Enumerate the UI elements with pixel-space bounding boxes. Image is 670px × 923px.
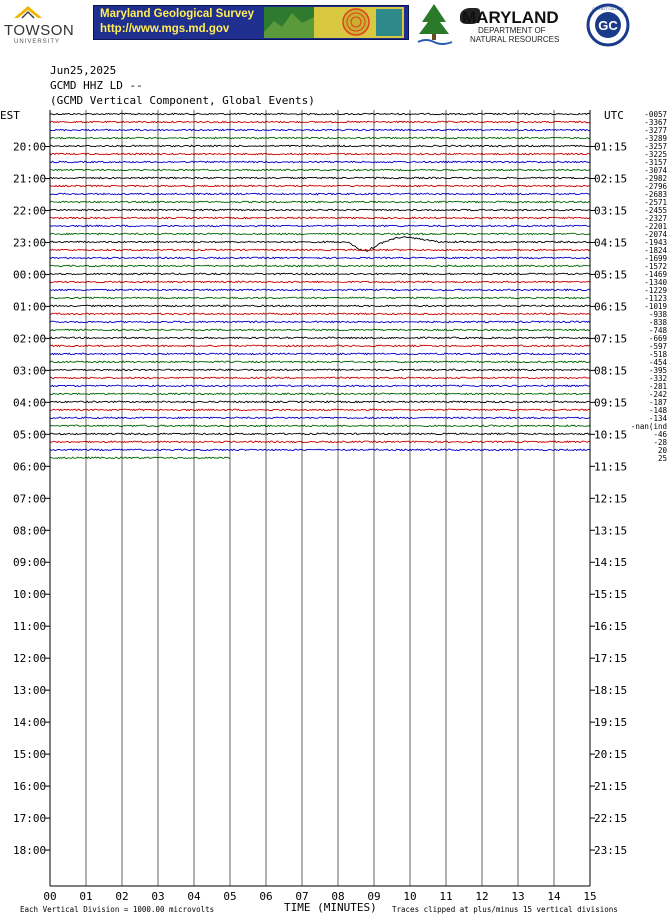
- seismic-trace: [50, 425, 590, 427]
- plot-station: GCMD HHZ LD --: [50, 79, 143, 92]
- gc-ring-text: GARRETT COLLEGE: [592, 7, 624, 11]
- left-hour-label: 04:00: [13, 396, 47, 410]
- left-hour-label: 00:00: [13, 268, 47, 282]
- seismic-trace: [50, 409, 590, 411]
- mgs-url: http://www.mgs.md.gov: [100, 23, 230, 35]
- right-hour-label: 21:15: [594, 780, 628, 794]
- seismic-trace: [50, 225, 590, 227]
- gc-monogram: GC: [598, 18, 618, 33]
- left-hour-label: 08:00: [13, 524, 47, 538]
- right-hour-label: 09:15: [594, 396, 628, 410]
- trace-offset-label: -1469: [644, 269, 667, 279]
- left-hour-label: 07:00: [13, 492, 47, 506]
- x-tick-label: 07: [295, 890, 309, 903]
- right-hour-label: 14:15: [594, 556, 628, 570]
- trace-offset-label: -3074: [644, 165, 667, 175]
- dnr-line2: NATURAL RESOURCES: [470, 35, 560, 44]
- trace-offset-label: -518: [648, 349, 667, 359]
- plot-component: (GCMD Vertical Component, Global Events): [50, 94, 315, 107]
- seismic-trace: [50, 177, 590, 179]
- right-hour-label: 03:15: [594, 204, 628, 218]
- left-hour-label: 10:00: [13, 588, 47, 602]
- trace-offset-label: -148: [648, 405, 667, 415]
- seismic-trace: [50, 433, 590, 435]
- seismic-trace: [50, 193, 590, 195]
- trace-offset-label: -1824: [644, 245, 667, 255]
- left-hour-label: 02:00: [13, 332, 47, 346]
- left-hour-label: 05:00: [13, 428, 47, 442]
- right-hour-label: 11:15: [594, 460, 628, 474]
- right-hour-label: 01:15: [594, 140, 628, 154]
- trace-offset-label: -2982: [644, 173, 667, 183]
- trace-offset-label: -1943: [644, 237, 667, 247]
- seismic-trace: [50, 321, 590, 323]
- seismic-trace: [50, 297, 590, 299]
- right-hour-label: 19:15: [594, 716, 628, 730]
- left-hour-label: 15:00: [13, 748, 47, 762]
- footer-clip-note: Traces clipped at plus/minus 15 vertical divisions: [392, 905, 618, 914]
- seismic-trace: [50, 233, 590, 235]
- trace-offset-label: -0057: [644, 110, 667, 119]
- seismic-trace: [50, 361, 590, 363]
- seismic-trace: [50, 273, 590, 275]
- seismic-trace: [50, 401, 590, 403]
- trace-offset-label: -1572: [644, 261, 667, 271]
- seismic-trace: [50, 265, 590, 267]
- seismic-trace: [50, 313, 590, 315]
- trace-offset-label: -3289: [644, 133, 667, 143]
- seismic-trace: [50, 129, 590, 131]
- left-hour-label: 13:00: [13, 684, 47, 698]
- dnr-line1: DEPARTMENT OF: [478, 26, 546, 35]
- right-hour-label: 23:15: [594, 844, 628, 858]
- trace-offset-label: -3225: [644, 149, 667, 159]
- dnr-name: MARYLAND: [462, 8, 559, 27]
- right-hour-label: 22:15: [594, 812, 628, 826]
- trace-offset-label: -46: [653, 429, 667, 439]
- right-hour-label: 15:15: [594, 588, 628, 602]
- x-tick-label: 02: [115, 890, 129, 903]
- right-hour-label: 20:15: [594, 748, 628, 762]
- seismic-trace: [50, 345, 590, 347]
- seismic-trace: [50, 449, 590, 451]
- left-hour-label: 16:00: [13, 780, 47, 794]
- x-axis-title: TIME (MINUTES): [284, 901, 377, 914]
- left-hour-label: 21:00: [13, 172, 47, 186]
- left-hour-label: 12:00: [13, 652, 47, 666]
- left-hour-label: 01:00: [13, 300, 47, 314]
- seismic-trace: [50, 201, 590, 203]
- trace-offset-label: -2683: [644, 189, 667, 199]
- trace-offset-label: -395: [648, 365, 667, 375]
- towson-name: TOWSON: [4, 22, 75, 39]
- x-tick-label: 13: [511, 890, 525, 903]
- seismic-trace: [50, 185, 590, 187]
- trace-offset-label: -3277: [644, 125, 667, 135]
- x-tick-label: 08: [331, 890, 345, 903]
- right-hour-label: 18:15: [594, 684, 628, 698]
- x-tick-label: 04: [187, 890, 201, 903]
- seismic-trace: [50, 353, 590, 355]
- x-tick-label: 03: [151, 890, 165, 903]
- trace-offset-label: -597: [648, 341, 667, 351]
- x-tick-label: 09: [367, 890, 381, 903]
- right-hour-label: 10:15: [594, 428, 628, 442]
- trace-offset-label: -187: [648, 397, 667, 407]
- trace-offset-label: -454: [648, 357, 667, 367]
- seismic-trace: [50, 417, 590, 419]
- right-hour-label: 16:15: [594, 620, 628, 634]
- x-tick-label: 11: [439, 890, 453, 903]
- trace-offset-label: -2571: [644, 197, 667, 207]
- seismic-trace: [50, 289, 590, 291]
- right-hour-label: 08:15: [594, 364, 628, 378]
- trace-offset-label: -1019: [644, 301, 667, 311]
- x-tick-label: 06: [259, 890, 273, 903]
- trace-offset-label: 20: [657, 445, 667, 455]
- x-tick-label: 10: [403, 890, 417, 903]
- seismic-trace: [50, 137, 590, 139]
- seismic-trace: [50, 249, 590, 251]
- seismic-trace: [50, 153, 590, 155]
- right-hour-label: 13:15: [594, 524, 628, 538]
- trace-offset-label: -3157: [644, 157, 667, 167]
- seismic-trace: [50, 217, 590, 219]
- right-hour-label: 04:15: [594, 236, 628, 250]
- trace-offset-label: -2455: [644, 205, 667, 215]
- seismic-trace: [50, 329, 590, 331]
- mgs-title: Maryland Geological Survey: [100, 8, 255, 20]
- seismic-trace: [50, 305, 590, 307]
- seismic-trace: [50, 385, 590, 387]
- trace-offset-label: -2074: [644, 229, 667, 239]
- trace-offset-label: -1123: [644, 293, 667, 303]
- seismic-trace: [50, 169, 590, 171]
- x-tick-label: 15: [583, 890, 597, 903]
- x-tick-label: 05: [223, 890, 237, 903]
- trace-offset-label: -938: [648, 309, 667, 319]
- seismic-trace: [50, 209, 590, 211]
- right-hour-label: 17:15: [594, 652, 628, 666]
- trace-offset-label: -nan(ind: [630, 421, 667, 431]
- left-hour-label: 23:00: [13, 236, 47, 250]
- left-hour-label: 11:00: [13, 620, 47, 634]
- right-hour-label: 05:15: [594, 268, 628, 282]
- trace-offset-label: -2796: [644, 181, 667, 191]
- right-hour-label: 06:15: [594, 300, 628, 314]
- seismic-trace: [50, 369, 590, 371]
- left-hour-label: 14:00: [13, 716, 47, 730]
- seismic-trace: [50, 113, 590, 115]
- seismic-trace: [50, 377, 590, 379]
- right-hour-label: 02:15: [594, 172, 628, 186]
- seismic-trace: [50, 457, 230, 459]
- left-axis-label: EST: [0, 109, 20, 122]
- right-axis-label: UTC: [604, 109, 624, 122]
- plot-date: Jun25,2025: [50, 64, 117, 77]
- trace-offset-label: -748: [648, 325, 667, 335]
- trace-offset-label: -332: [648, 373, 667, 383]
- x-tick-label: 12: [475, 890, 489, 903]
- x-tick-label: 00: [43, 890, 57, 903]
- seismic-trace: [50, 393, 590, 395]
- trace-offset-label: -1340: [644, 277, 667, 287]
- left-hour-label: 03:00: [13, 364, 47, 378]
- seismic-trace: [50, 257, 590, 259]
- right-hour-label: 07:15: [594, 332, 628, 346]
- trace-offset-label: -281: [648, 381, 667, 391]
- trace-offset-label: -2327: [644, 213, 667, 223]
- trace-offset-label: -838: [648, 317, 667, 327]
- trace-offset-label: -3257: [644, 141, 667, 151]
- trace-offset-label: 25: [657, 453, 667, 463]
- left-hour-label: 09:00: [13, 556, 47, 570]
- left-hour-label: 20:00: [13, 140, 47, 154]
- trace-offset-label: -2201: [644, 221, 667, 231]
- seismic-trace: [50, 281, 590, 283]
- trace-offset-label: -1699: [644, 253, 667, 263]
- right-hour-label: 12:15: [594, 492, 628, 506]
- left-hour-label: 18:00: [13, 844, 47, 858]
- seismic-trace: [50, 337, 590, 339]
- trace-offset-label: -1229: [644, 285, 667, 295]
- x-tick-label: 14: [547, 890, 561, 903]
- towson-subtitle: UNIVERSITY: [14, 39, 61, 45]
- trace-offset-label: -669: [648, 333, 667, 343]
- trace-offset-label: -134: [648, 413, 667, 423]
- left-hour-label: 06:00: [13, 460, 47, 474]
- seismic-trace: [50, 161, 590, 163]
- footer-scale-note: Each Vertical Division = 1000.00 microvolts: [20, 905, 215, 914]
- left-hour-label: 17:00: [13, 812, 47, 826]
- trace-offset-label: -242: [648, 389, 667, 399]
- trace-offset-label: -3367: [644, 117, 667, 127]
- left-hour-label: 22:00: [13, 204, 47, 218]
- x-tick-label: 01: [79, 890, 93, 903]
- trace-offset-label: -28: [653, 437, 667, 447]
- seismic-trace: [50, 145, 590, 147]
- seismic-trace: [50, 121, 590, 123]
- seismic-trace: [50, 441, 590, 443]
